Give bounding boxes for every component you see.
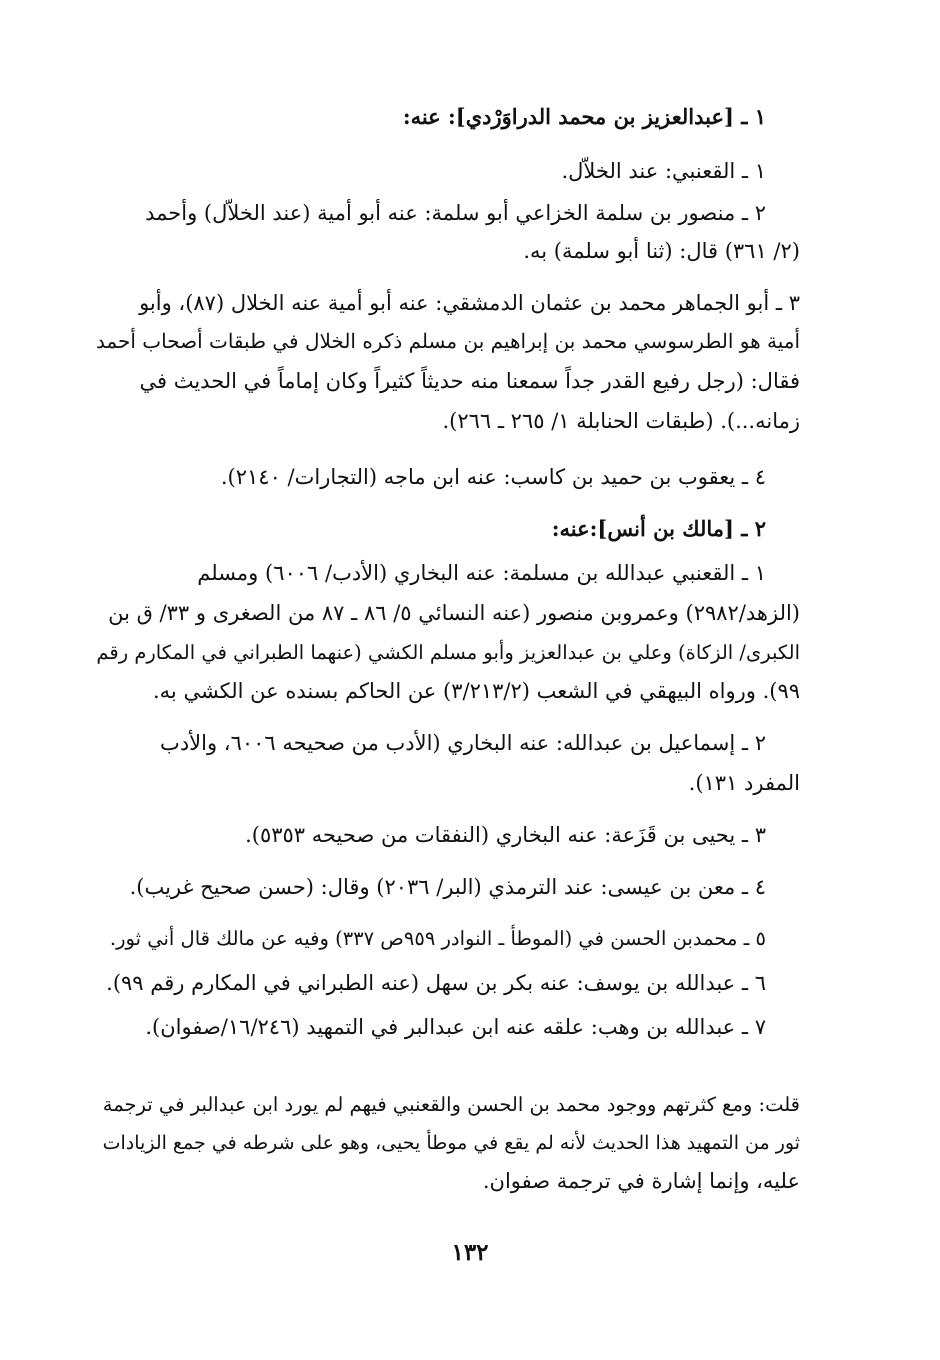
section-1-item-3-line-1: ٣ ـ أبو الجماهر محمد بن عثمان الدمشقي: عنه أبو أمية عنه الخلال (٨٧)، وأبو xyxy=(139,291,800,315)
section-1-item-3-line-3: فقال: (رجل رفيع القدر جداً سمعنا منه حديثاً كثيراً وكان إماماً في الحديث في xyxy=(139,369,800,393)
section-2-item-5: ٥ ـ محمدبن الحسن في (الموطأ ـ النوادر ٩٥٩ص ٣٣٧) وفيه عن مالك قال أني ثور. xyxy=(109,927,766,950)
section-1-item-3-line-2: أمية هو الطرسوسي محمد بن إبراهيم بن مسلم ذكره الخلال في طبقات أصحاب أحمد xyxy=(95,329,800,353)
section-2-item-1-line-3: الكبرى/ الزكاة) وعلي بن عبدالعزيز وأبو مسلم الكشي (عنهما الطبراني في المكارم رقم xyxy=(96,641,800,664)
section-2-item-4: ٤ ـ معن بن عيسى: عند الترمذي (البر/ ٢٠٣٦) وقال: (حسن صحيح غريب). xyxy=(129,875,766,899)
note-line-1: قلت: ومع كثرتهم ووجود محمد بن الحسن والقعنبي فيهم لم يورد ابن عبدالبر في ترجمة xyxy=(102,1093,800,1116)
note-line-2: ثور من التمهيد هذا الحديث لأنه لم يقع في موطأ يحيى، وهو على شرطه في جمع الزيادات xyxy=(102,1132,800,1154)
section-2-item-2-line-1: ٢ ـ إسماعيل بن عبدالله: عنه البخاري (الأدب من صحيحه ٦٠٠٦، والأدب xyxy=(160,731,766,755)
section-2-item-3: ٣ ـ يحيى بن قَزَعة: عنه البخاري (النفقات من صحيحه ٥٣٥٣). xyxy=(245,823,766,847)
section-1-item-1: ١ ـ القعنبي: عند الخلاّل. xyxy=(561,159,766,183)
section-1-item-3-line-4: زمانه...). (طبقات الحنابلة ١/ ٢٦٥ ـ ٢٦٦). xyxy=(442,409,800,433)
section-1-item-4: ٤ ـ يعقوب بن حميد بن كاسب: عنه ابن ماجه (التجارات/ ٢١٤٠). xyxy=(220,465,766,489)
section-2-item-6: ٦ ـ عبدالله بن يوسف: عنه بكر بن سهل (عنه الطبراني في المكارم رقم ٩٩). xyxy=(106,971,766,995)
section-1-heading: ١ ـ [عبدالعزيز بن محمد الدراوَرْدي]: عنه: xyxy=(402,104,766,129)
page-number: ١٣٢ xyxy=(451,1239,489,1266)
section-2-item-1-line-4: ٩٩). ورواه البيهقي في الشعب (٣/٢١٣/٢) عن الحاكم بسنده عن الكشي به. xyxy=(152,679,800,703)
section-2-item-1-line-2: (الزهد/٢٩٨٢) وعمروبن منصور (عنه النسائي ٥/ ٨٦ ـ ٨٧ من الصغرى و ٣٣/ ق بن xyxy=(108,601,800,625)
section-2-item-2-line-2: المفرد ١٣١). xyxy=(688,771,800,795)
section-1-item-2-line-1: ٢ ـ منصور بن سلمة الخزاعي أبو سلمة: عنه أبو أمية (عند الخلاّل) وأحمد xyxy=(145,201,766,225)
section-1-item-2-line-2: (٢/ ٣٦١) قال: (ثنا أبو سلمة) به. xyxy=(523,239,800,263)
section-2-item-1-line-1: ١ ـ القعنبي عبدالله بن مسلمة: عنه البخاري (الأدب/ ٦٠٠٦) ومسلم xyxy=(197,561,766,585)
section-2-heading: ٢ ـ [مالك بن أنس]:عنه: xyxy=(551,516,766,541)
note-line-3: عليه، وإنما إشارة في ترجمة صفوان. xyxy=(482,1169,800,1193)
section-2-item-7: ٧ ـ عبدالله بن وهب: علقه عنه ابن عبدالبر في التمهيد (١٦/٢٤٦/صفوان). xyxy=(145,1015,766,1039)
